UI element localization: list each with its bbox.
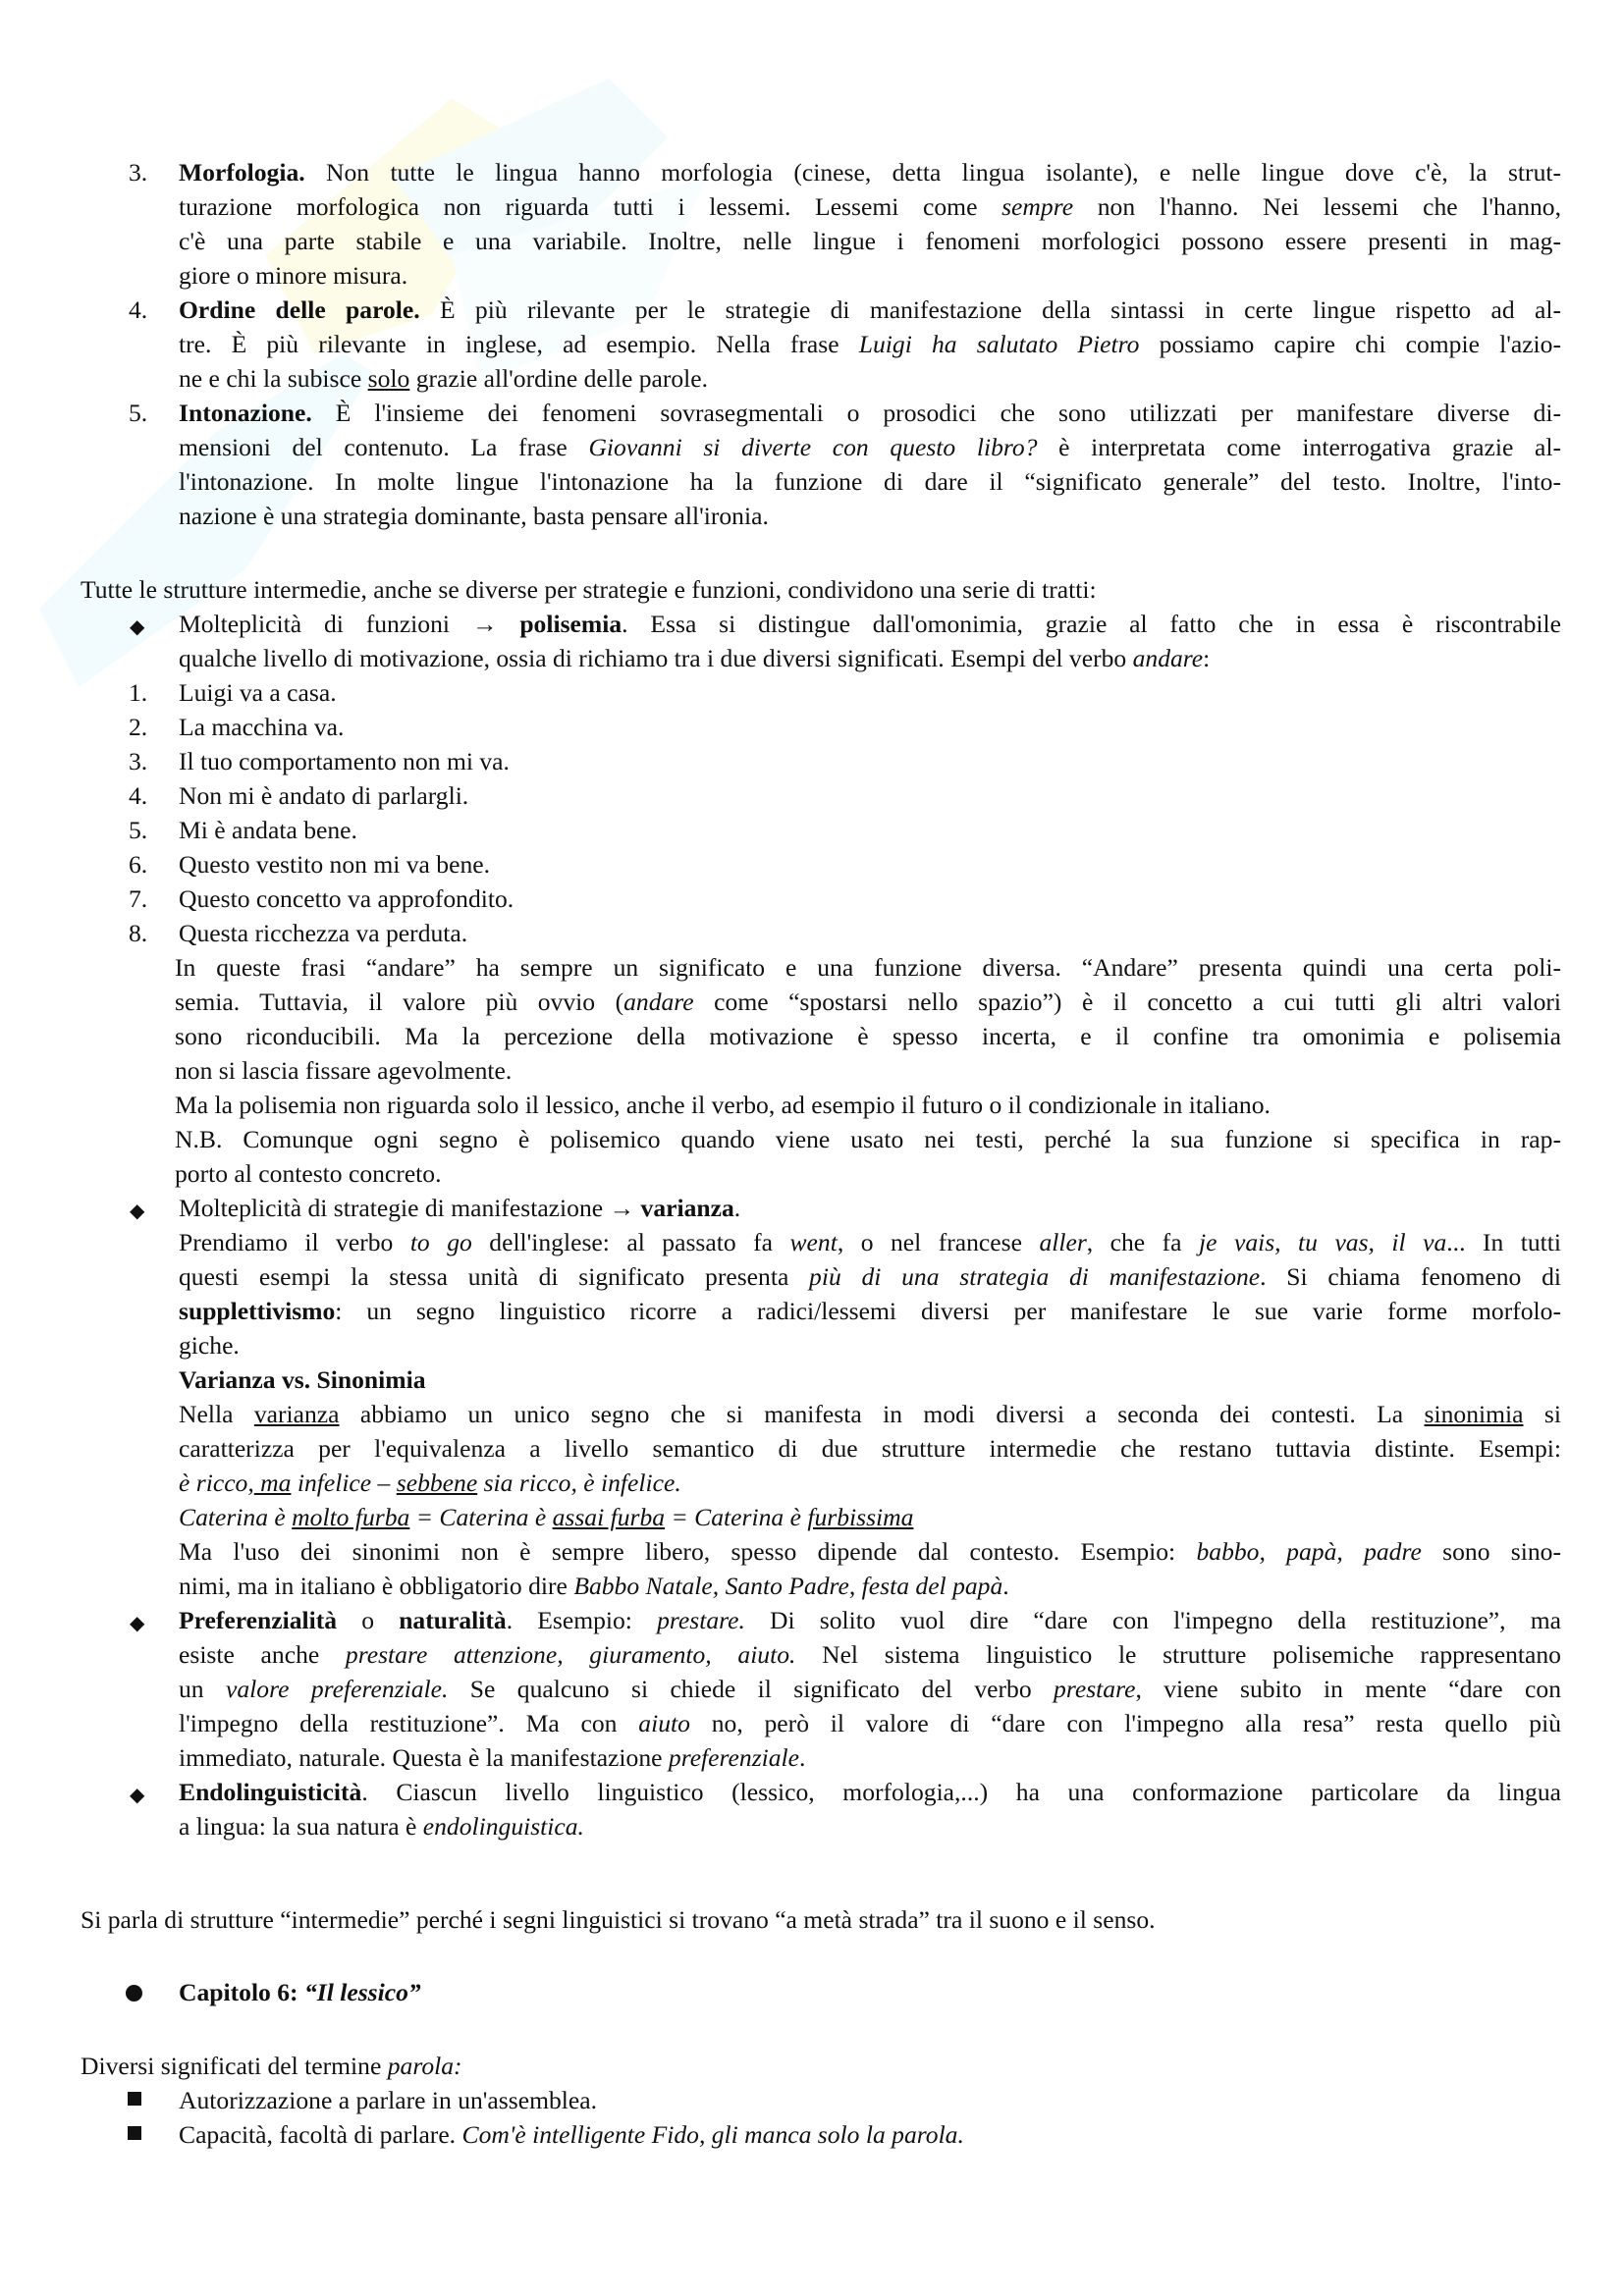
intonazione-line-1: Intonazione. È l'insieme dei fenomeni sovrasegmentali o prosodici che sono utilizzati per manifestare diverse di-: [179, 399, 1562, 427]
polisemia-para-line-3: sono riconducibili. Ma la percezione della motivazione è spesso incerta, e il confine tra omonimia e polisemia: [175, 1022, 1561, 1050]
example-number: 4.: [129, 781, 148, 810]
example-text: Questo vestito non mi va bene.: [179, 850, 491, 879]
example-number: 5.: [129, 816, 148, 844]
varianza-sub-line-2: caratterizza per l'equivalenza a livello semantico di due strutture intermedie che restano tuttavia distinte. Esempi:: [179, 1434, 1561, 1463]
varianza-line-4: supplettivismo: un segno linguistico ricorre a radici/lessemi diversi per manifestare le sue varie forme morfolo-: [179, 1297, 1561, 1325]
varianza-subheading: Varianza vs. Sinonimia: [179, 1365, 426, 1394]
varianza-line-2: Prendiamo il verbo to go dell'inglese: al passato fa went, o nel francese aller, che fa je vais, tu vas, il va... In tutti: [179, 1228, 1561, 1256]
list-number: 5.: [129, 399, 148, 427]
example-text: Mi è andata bene.: [179, 816, 357, 844]
ordine-line-2: tre. È più rilevante in inglese, ad esempio. Nella frase Luigi ha salutato Pietro possiamo capire chi compie l'azio-: [179, 330, 1561, 358]
example-text: Luigi va a casa.: [179, 678, 337, 707]
morfologia-line-4: giore o minore misura.: [179, 261, 408, 290]
diamond-bullet-icon: ◆: [130, 1201, 145, 1222]
diamond-bullet-icon: ◆: [130, 1785, 145, 1806]
example-number: 6.: [129, 850, 148, 879]
sinonimia-example-2: Caterina è molto furba = Caterina è assai furba = Caterina è furbissima: [179, 1503, 914, 1531]
parola-intro: Diversi significati del termine parola:: [81, 2052, 462, 2080]
diamond-bullet-icon: ◆: [130, 616, 145, 638]
example-number: 2.: [129, 713, 148, 741]
polisemia-para-line-5: Ma la polisemia non riguarda solo il lessico, anche il verbo, ad esempio il futuro o il condizionale in italiano.: [175, 1091, 1271, 1119]
varianza-line-1: Molteplicità di strategie di manifestazione → varianza.: [179, 1194, 741, 1222]
list-number: 4.: [129, 295, 148, 324]
parola-item: Autorizzazione a parlare in un'assemblea.: [179, 2086, 597, 2114]
example-number: 3.: [129, 747, 148, 775]
sinonimia-example-1: è ricco, ma infelice – sebbene sia ricco, è infelice.: [179, 1468, 681, 1497]
example-text: La macchina va.: [179, 713, 345, 741]
polisemia-para-line-1: In queste frasi “andare” ha sempre un significato e una funzione diversa. “Andare” presenta quindi una certa poli-: [175, 953, 1561, 982]
polisemia-para-line-6: N.B. Comunque ogni segno è polisemico quando viene usato nei testi, perché la sua funzione si specifica in rap-: [175, 1125, 1561, 1153]
polisemia-para-line-4: non si lascia fissare agevolmente.: [175, 1056, 513, 1085]
example-text: Non mi è andato di parlargli.: [179, 781, 469, 810]
polisemia-para-line-2: semia. Tuttavia, il valore più ovvio (andare come “spostarsi nello spazio”) è il concetto a cui tutti gli altri valori: [175, 988, 1561, 1016]
morfologia-line-1: Morfologia. Non tutte le lingua hanno morfologia (cinese, detta lingua isolante), e nelle lingue dove c'è, la strut-: [179, 158, 1561, 187]
morfologia-line-3: c'è una parte stabile e una variabile. Inoltre, nelle lingue i fenomeni morfologici possono essere presenti in mag-: [179, 227, 1561, 255]
ordine-line-1: Ordine delle parole. È più rilevante per le strategie di manifestazione della sintassi in certe lingue rispetto ad al-: [179, 295, 1561, 324]
preferenzialita-line-5: immediato, naturale. Questa è la manifestazione preferenziale.: [179, 1743, 806, 1772]
intonazione-line-3: l'intonazione. In molte lingue l'intonazione ha la funzione di dare il “significato generale” del testo. Inoltre, l'into-: [179, 467, 1561, 496]
intonazione-line-2: mensioni del contenuto. La frase Giovanni si diverte con questo libro? è interpretata come interrogativa grazie al-: [179, 433, 1561, 461]
polisemia-para-line-7: porto al contesto concreto.: [175, 1159, 442, 1188]
example-number: 8.: [129, 919, 148, 947]
square-bullet-icon: [128, 2092, 141, 2106]
list-number: 3.: [129, 158, 148, 187]
endolinguisticita-line-2: a lingua: la sua natura è endolinguistica.: [179, 1812, 584, 1841]
chapter-heading: Capitolo 6: “Il lessico”: [179, 1978, 421, 2006]
example-text: Il tuo comportamento non mi va.: [179, 747, 510, 775]
preferenzialita-line-3: un valore preferenziale. Se qualcuno si chiede il significato del verbo prestare, viene subito in mente “dare con: [179, 1675, 1562, 1703]
polisemia-line-1: Molteplicità di funzioni → polisemia. Essa si distingue dall'omonimia, grazie al fatto che in essa è riscontrabile: [179, 610, 1562, 638]
preferenzialita-line-4: l'impegno della restituzione”. Ma con aiuto no, però il valore di “dare con l'impegno alla resa” resta quello più: [179, 1709, 1562, 1737]
ordine-line-3: ne e chi la subisce solo grazie all'ordine delle parole.: [179, 364, 709, 393]
morfologia-line-2: turazione morfologica non riguarda tutti i lessemi. Lessemi come sempre non l'hanno. Nei lessemi che l'hanno,: [179, 192, 1561, 221]
intro-paragraph: Tutte le strutture intermedie, anche se diverse per strategie e funzioni, condividono una serie di tratti:: [81, 575, 1097, 604]
example-text: Questo concetto va approfondito.: [179, 884, 514, 913]
preferenzialita-line-1: Preferenzialità o naturalità. Esempio: prestare. Di solito vuol dire “dare con l'impegno della restituzione”, ma: [179, 1606, 1561, 1634]
conclusion-paragraph: Si parla di strutture “intermedie” perché i segni linguistici si trovano “a metà strada” tra il suono e il senso.: [81, 1905, 1156, 1934]
varianza-sub-line-1: Nella varianza abbiamo un unico segno che si manifesta in modi diversi a seconda dei contesti. La sinonimia si: [179, 1400, 1561, 1428]
varianza-sub-line-5: Ma l'uso dei sinonimi non è sempre libero, spesso dipende dal contesto. Esempio: babbo, papà, padre sono sino-: [179, 1537, 1561, 1566]
varianza-line-3: questi esempi la stessa unità di significato presenta più di una strategia di manifestazione. Si chiama fenomeno di: [179, 1262, 1561, 1291]
intonazione-line-4: nazione è una strategia dominante, basta pensare all'ironia.: [179, 502, 769, 530]
diamond-bullet-icon: ◆: [130, 1613, 145, 1634]
example-number: 7.: [129, 884, 148, 913]
polisemia-line-2: qualche livello di motivazione, ossia di richiamo tra i due diversi significati. Esempi del verbo andare:: [179, 644, 1211, 672]
square-bullet-icon: [128, 2126, 141, 2140]
varianza-line-5: giche.: [179, 1331, 240, 1360]
parola-item: Capacità, facoltà di parlare. Com'è intelligente Fido, gli manca solo la parola.: [179, 2120, 964, 2149]
endolinguisticita-line-1: Endolinguisticità. Ciascun livello linguistico (lessico, morfologia,...) ha una conformazione particolare da lingua: [179, 1778, 1561, 1806]
preferenzialita-line-2: esiste anche prestare attenzione, giuramento, aiuto. Nel sistema linguistico le strutture polisemiche rappresentano: [179, 1640, 1561, 1669]
example-number: 1.: [129, 678, 148, 707]
varianza-sub-line-6: nimi, ma in italiano è obbligatorio dire Babbo Natale, Santo Padre, festa del papà.: [179, 1572, 1009, 1600]
example-text: Questa ricchezza va perduta.: [179, 919, 468, 947]
circle-bullet-icon: [126, 1985, 142, 2002]
